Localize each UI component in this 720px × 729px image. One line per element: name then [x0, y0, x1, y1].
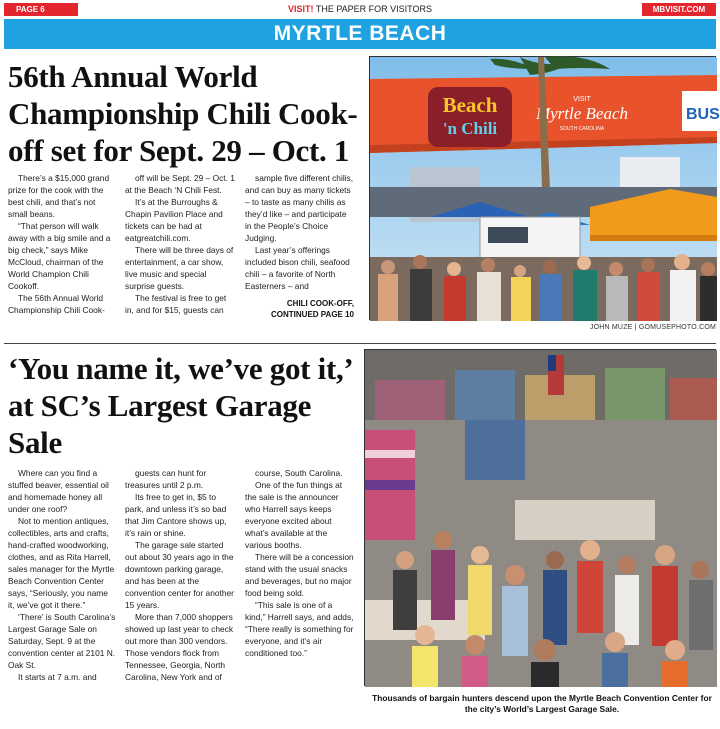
site-url-tag[interactable]: MBVISIT.COM — [642, 3, 716, 16]
article1-column-1 — [8, 172, 116, 316]
paragraph: The garage sale started out about 30 years ago in the downtown parking garage, and has been at the convention center for another 15 years. — [125, 540, 234, 610]
paragraph: Where can you find a stuffed beaver, essential oil and homemade honey all under one roof? — [8, 468, 109, 514]
photo-credit: JOHN MUZE | GOMUSEPHOTO.COM — [589, 324, 716, 331]
page-number-tag: PAGE 6 — [4, 3, 78, 16]
article2-column-3 — [245, 467, 355, 659]
paragraph: guests can hunt for treasures until 2 p.m. — [125, 468, 207, 490]
paragraph: “This sale is one of a kind,” Harrell says, and adds, “There really is something for everyone, and it’s air conditioned too.” — [245, 600, 354, 658]
paragraph: Last year’s offerings included bison chili, seafood chili – a favorite of North Easterners – and — [245, 245, 350, 291]
paragraph: sample five different chilis, and can buy as many tickets – to taste as many chilis as they’d like – and participate in the People’s Choice Judging. — [245, 173, 354, 243]
banner-visit-text: VISIT — [573, 96, 591, 103]
article2-column-1 — [8, 467, 116, 683]
chili-festival-photo — [369, 56, 720, 320]
banner-sponsor-text: BUS — [686, 106, 720, 123]
paragraph: The 56th Annual World Championship Chili Cook- — [8, 293, 105, 315]
banner-city-text: Myrtle Beach — [535, 104, 629, 123]
article1-column-3 — [245, 172, 355, 292]
paragraph: There will be a concession stand with the usual snacks and beverages, but no major food being sold. — [245, 552, 354, 598]
paragraph: More than 7,000 shoppers showed up last year to check out more than 300 vendors. Those vendors flock from Tennessee, Georgia, North Carolina, New York and of — [125, 612, 234, 682]
article-divider — [4, 343, 716, 344]
paragraph: There will be three days of entertainment, a car show, live music and special surprise guests. — [125, 245, 234, 291]
paragraph: There’s a $15,000 grand prize for the cook with the best chili, and that’s not small beans. — [8, 173, 110, 219]
article2-headline: ‘You name it, we’ve got it,’ at SC’s Largest Garage Sale — [8, 351, 352, 460]
paragraph: Not to mention antiques, collectibles, arts and crafts, hand-crafted woodworking, clothes, and as Rita Harrell, sales manager for the Myrtle Beach Convention Center says, “Seriously, you name it, we’ve got it there.” — [8, 516, 115, 610]
section-title-bar: MYRTLE BEACH — [4, 19, 716, 49]
continued-jump-line[interactable] — [234, 298, 354, 320]
banner-logo-word-2: 'n Chili — [442, 119, 498, 138]
jump-title: CHILI COOK-OFF, — [286, 299, 354, 308]
photo-caption: Thousands of bargain hunters descend upon the Myrtle Beach Convention Center for the city’s World’s Largest Garage Sale. — [372, 693, 712, 714]
masthead — [0, 4, 720, 14]
garage-sale-photo — [364, 349, 716, 686]
paragraph: course, South Carolina. — [255, 468, 343, 478]
banner-logo-word-1: Beach — [442, 93, 498, 117]
paragraph: “That person will walk away with a big smile and a big check,” says Mike McCloud, chairman of the World Champion Chili Cookoff. — [8, 221, 111, 291]
banner-state-text: SOUTH CAROLINA — [559, 126, 605, 132]
paragraph: Its free to get in, $5 to park, and unless it’s so bad that Jim Cantore shows up, it’s rain or shine. — [125, 492, 227, 538]
top-bar — [0, 0, 720, 18]
paragraph: The festival is free to get in, and for $15, guests can — [125, 293, 227, 315]
masthead-tagline: THE PAPER FOR VISITORS — [315, 4, 433, 14]
article1-column-2 — [125, 172, 235, 316]
jump-page: CONTINUED PAGE 10 — [271, 310, 354, 319]
paragraph: It’s at the Burroughs & Chapin Pavilion Place and tickets can be had at eatgreatchili.com. — [125, 197, 223, 243]
paragraph: ‘There’ is South Carolina’s Largest Garage Sale on Saturday, Sept. 9 at the convention center at 2101 N. Oak St. — [8, 612, 116, 670]
article1-headline: 56th Annual World Championship Chili Cook-off set for Sept. 29 – Oct. 1 — [8, 59, 358, 168]
paragraph: off will be Sept. 29 – Oct. 1 at the Beach ‘N Chili Fest. — [125, 173, 235, 195]
masthead-brand: VISIT! — [287, 4, 314, 14]
paragraph: One of the fun things at the sale is the announcer who Harrell says keeps everyone excited about what’s available at the various booths. — [245, 480, 343, 550]
paragraph: It starts at 7 a.m. and — [18, 672, 97, 682]
article2-column-2 — [125, 467, 235, 683]
